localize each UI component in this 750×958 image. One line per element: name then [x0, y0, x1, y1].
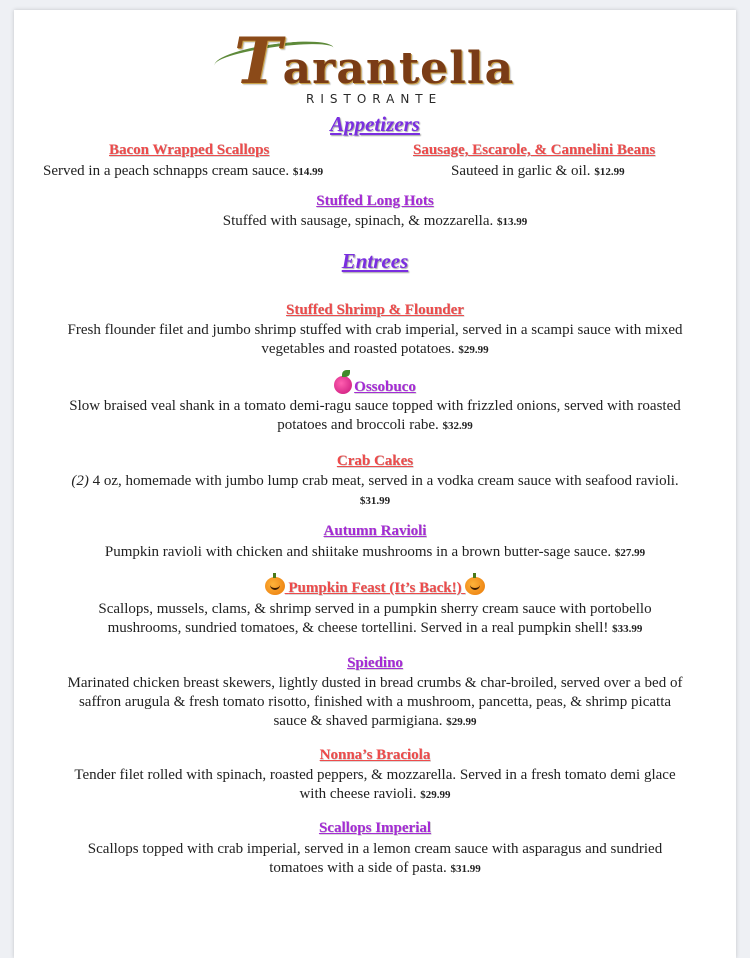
item-desc-ossobuco: Slow braised veal shank in a tomato demi-ragu sauce topped with frizzled onions, served with roasted potatoes and broccoli rabe. $32.99	[69, 398, 681, 433]
item-desc-stuffed-shrimp-flounder: Fresh flounder filet and jumbo shrimp stuffed with crab imperial, served in a scampi sauce with mixed vegetables and roasted potatoes. $29.99	[67, 322, 683, 357]
item-price: $32.99	[442, 420, 473, 432]
item-name-stuffed-long-hots: Stuffed Long Hots	[316, 193, 434, 209]
item-desc-autumn-ravioli: Pumpkin ravioli with chicken and shiitake mushrooms in a brown butter-sage sauce. $27.99	[104, 544, 646, 560]
item-desc-bacon-wrapped-scallops: Served in a peach schnapps cream sauce. $14.99	[43, 163, 324, 179]
item-price: $14.99	[292, 166, 324, 178]
entrees-title: Entrees	[341, 249, 409, 273]
item-name-pumpkin-feast: Pumpkin Feast (It’s Back!)	[288, 580, 462, 596]
item-name-spiedino: Spiedino	[347, 655, 403, 671]
item-price: $33.99	[612, 623, 643, 635]
item-name-autumn-ravioli: Autumn Ravioli	[323, 523, 427, 539]
appetizers-title: Appetizers	[330, 112, 420, 136]
item-desc-sausage-escarole: Sauteed in garlic & oil. $12.99	[451, 163, 625, 179]
item-heading-ossobuco	[14, 376, 736, 396]
item-name-bacon-wrapped-scallops: Bacon Wrapped Scallops	[109, 142, 270, 158]
item-price: $31.99	[450, 863, 481, 875]
item-name-crab-cakes: Crab Cakes	[336, 453, 414, 469]
item-price: $13.99	[496, 216, 528, 228]
menu-page	[14, 10, 736, 958]
pumpkin-icon	[465, 577, 485, 595]
item-price: $29.99	[458, 344, 489, 356]
item-desc-nonnas-braciola: Tender filet rolled with spinach, roasted peppers, & mozzarella. Served in a fresh tomato demi glace with cheese ravioli. $29.99	[74, 767, 676, 802]
logo-wordmark: Tarantella	[234, 24, 515, 99]
item-price: $29.99	[420, 789, 451, 801]
item-name-stuffed-shrimp-flounder: Stuffed Shrimp & Flounder	[286, 302, 464, 318]
item-price: $12.99	[594, 166, 625, 178]
pumpkin-icon	[265, 577, 285, 595]
item-price: $27.99	[614, 547, 646, 559]
item-heading-pumpkin-feast	[14, 577, 736, 597]
item-price: $29.99	[446, 716, 477, 728]
item-desc-scallops-imperial: Scallops topped with crab imperial, served in a lemon cream sauce with asparagus and sundried tomatoes with a side of pasta. $31.99	[87, 841, 663, 876]
item-desc-pumpkin-feast: Scallops, mussels, clams, & shrimp served in a pumpkin sherry cream sauce with portobello mushrooms, sundried tomatoes, & cheese tortellini. Served in a real pumpkin shell! $33.99	[98, 601, 652, 636]
item-desc-crab-cakes: (2) 4 oz, homemade with jumbo lump crab meat, served in a vodka cream sauce with seafood ravioli. $31.99	[71, 473, 679, 507]
restaurant-logo	[214, 24, 544, 114]
item-name-nonnas-braciola: Nonna’s Braciola	[319, 747, 431, 763]
item-desc-spiedino: Marinated chicken breast skewers, lightly dusted in bread crumbs & char-broiled, served over a bed of saffron arugula & fresh tomato risotto, finished with a mushroom, pancetta, peas, & shrimp picatta sauce & shaved parmigiana. $29.99	[67, 675, 683, 729]
item-price: $31.99	[359, 495, 391, 507]
item-name-sausage-escarole: Sausage, Escarole, & Cannelini Beans	[413, 142, 656, 158]
radish-icon	[334, 376, 352, 394]
item-desc-stuffed-long-hots: Stuffed with sausage, spinach, & mozzarella. $13.99	[222, 213, 528, 229]
item-name-ossobuco: Ossobuco	[354, 379, 416, 395]
logo-subtitle: RISTORANTE	[306, 92, 443, 106]
item-name-scallops-imperial: Scallops Imperial	[318, 820, 432, 836]
